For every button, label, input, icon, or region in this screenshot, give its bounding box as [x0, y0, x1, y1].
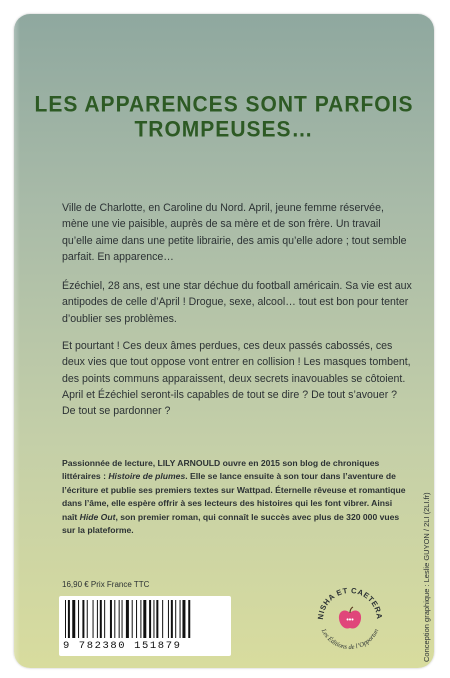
spine-shadow — [14, 14, 20, 668]
barcode-bar — [188, 600, 190, 638]
barcode-bar — [104, 600, 105, 638]
barcode-bar — [122, 600, 123, 638]
barcode-bar — [87, 600, 88, 638]
barcode-bar — [110, 600, 112, 638]
barcode-bar — [119, 600, 120, 638]
blurb-paragraph-3: Et pourtant ! Ces deux âmes perdues, ces deux passés cabossés, ces deux vies que tout oppose vont entrer en collision ! Les masques tombent, des points communs apparaissent, deux secrets inavouables se côtoient. April et Ézéchiel seront-ils capables de tout se dire ? De tout s’avouer ? De tout se pardonner ? — [62, 340, 411, 418]
barcode-bar — [82, 600, 84, 638]
barcode-bar — [162, 600, 163, 638]
barcode-bar — [168, 600, 169, 638]
isbn-barcode — [59, 596, 231, 656]
barcode-bar — [149, 600, 151, 638]
barcode-bars — [65, 600, 225, 640]
barcode-bar — [136, 600, 137, 638]
author-bio-text-1: Passionnée de lecture, LILY ARNOULD ouvre en 2015 son blog de chroniques littéraires : — [62, 458, 380, 482]
barcode-bar — [93, 600, 94, 638]
publisher-imprint-arc: Les Éditions de l’Opportun — [319, 627, 381, 652]
barcode-bar — [100, 600, 102, 638]
barcode-bar — [180, 600, 181, 638]
author-bio-text-3: , son premier roman, qui connaît le succès avec plus de 320 000 vues sur la plateforme. — [62, 511, 400, 536]
author-bio — [62, 457, 407, 537]
price-label: 16,90 € Prix France TTC — [62, 580, 150, 589]
blurb-paragraph-1: Ville de Charlotte, en Caroline du Nord. April, jeune femme réservée, mène une vie paisible, auprès de sa mère et de son frère. Un travail qu’elle aime dans une petite librairie, des amis qu’elle adore ; tout semble parfait. En apparence… — [62, 202, 407, 263]
barcode-bar — [171, 600, 173, 638]
barcode-bar — [78, 600, 79, 638]
barcode-bar — [153, 600, 154, 638]
barcode-bar — [126, 600, 129, 638]
publisher-name-arc: NISHA ET CAETERA — [315, 585, 385, 620]
barcode-bar — [72, 600, 75, 638]
back-cover — [14, 14, 434, 668]
barcode-bar — [156, 600, 158, 638]
barcode-bar — [97, 600, 98, 638]
barcode-bar — [175, 600, 176, 638]
headline-line-2: TROMPEUSES… — [134, 117, 314, 142]
apple-icon — [339, 607, 361, 629]
barcode-number: 9 782380 151879 — [63, 640, 182, 652]
barcode-bar — [182, 600, 185, 638]
author-bio-text-2: . Elle se lance ensuite à son tour dans l’aventure de l’écriture et publie ses premiers textes sur Wattpad. Éternelle rêveuse et romantique dans l’âme, elle espère offrir à ses lecteurs des histoires qui les font vibrer. Ainsi naît — [62, 471, 406, 522]
barcode-bar — [143, 600, 146, 638]
barcode-bar — [114, 600, 115, 638]
barcode-bar — [65, 600, 66, 638]
barcode-bar — [132, 600, 133, 638]
barcode-bar — [68, 600, 70, 638]
publisher-logo — [312, 580, 388, 656]
barcode-bar — [140, 600, 141, 638]
novel-title: Hide Out — [79, 511, 116, 522]
headline-line-1: LES APPARENCES SONT PARFOIS — [34, 92, 414, 117]
blurb-paragraph-2: Ézéchiel, 28 ans, est une star déchue du football américain. Sa vie est aux antipodes de celle d’April ! Drogue, sexe, alcool… tout est bon pour tenter d’oublier ses problèmes. — [62, 280, 412, 325]
blog-title: Histoire de plumes — [108, 471, 186, 482]
design-credit: Conception graphique : Leslie GUYON / 2LI (2LI.fr) — [422, 492, 431, 662]
apple-dots: ••• — [346, 617, 354, 624]
